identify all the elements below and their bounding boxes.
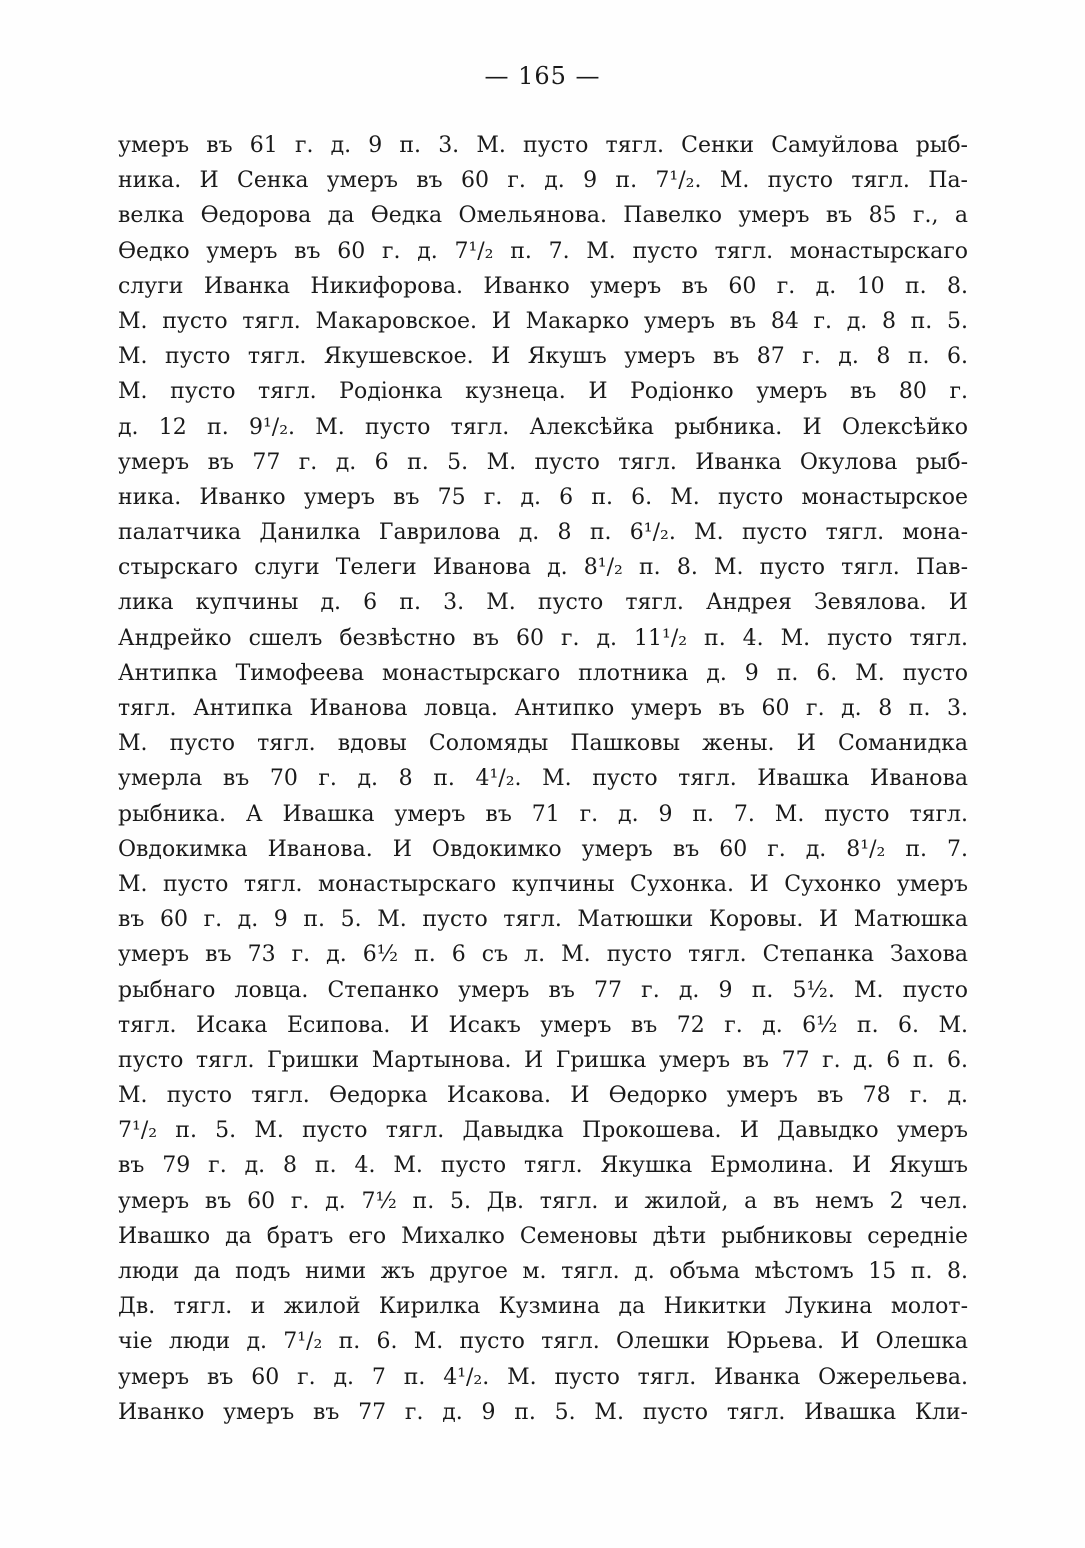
text-line: Овдокимка Иванова. И Овдокимко умеръ въ 60 г. д. 8¹/₂ п. 7.	[118, 836, 968, 862]
text-line: Дв. тягл. и жилой Кирилка Кузмина да Никитки Лукина молот-	[118, 1294, 968, 1320]
text-line: въ 79 г. д. 8 п. 4. М. пусто тягл. Якушка Ермолина. И Якушъ	[118, 1153, 968, 1179]
text-line: тягл. Исака Есипова. И Исакъ умеръ въ 72 г. д. 6½ п. 6. М.	[118, 1012, 968, 1038]
text-line: М. пусто тягл. монастырскаго купчины Сухонка. И Сухонко умеръ	[118, 871, 968, 897]
text-line: умеръ въ 77 г. д. 6 п. 5. М. пусто тягл. Иванка Окулова рыб-	[118, 449, 968, 475]
text-line: Иванко умеръ въ 77 г. д. 9 п. 5. М. пусто тягл. Ивашка Кли-	[118, 1399, 968, 1425]
text-line: велка Өедорова да Өедка Омельянова. Павелко умеръ въ 85 г., а	[118, 203, 968, 229]
text-line: М. пусто тягл. Якушевское. И Якушъ умеръ въ 87 г. д. 8 п. 6.	[118, 344, 968, 370]
text-line: рыбника. А Ивашка умеръ въ 71 г. д. 9 п. 7. М. пусто тягл.	[118, 801, 968, 827]
text-line: М. пусто тягл. вдовы Соломяды Пашковы жены. И Соманидка	[118, 731, 968, 757]
text-line: стырскаго слуги Телеги Иванова д. 8¹/₂ п. 8. М. пусто тягл. Пав-	[118, 555, 968, 581]
text-line: М. пусто тягл. Макаровское. И Макарко умеръ въ 84 г. д. 8 п. 5.	[118, 308, 968, 334]
text-line: Өедко умеръ въ 60 г. д. 7¹/₂ п. 7. М. пусто тягл. монастырскаго	[118, 238, 968, 264]
text-line: М. пусто тягл. Родіонка кузнеца. И Родіонко умеръ въ 80 г.	[118, 379, 968, 405]
text-line: умеръ въ 60 г. д. 7 п. 4¹/₂. М. пусто тягл. Иванка Ожерельева.	[118, 1364, 968, 1390]
text-line: люди да подъ ними жъ другое м. тягл. д. объма мѣстомъ 15 п. 8.	[118, 1259, 968, 1284]
text-line: тягл. Антипка Иванова ловца. Антипко умеръ въ 60 г. д. 8 п. 3.	[118, 696, 968, 721]
text-line: слуги Иванка Никифорова. Иванко умеръ въ 60 г. д. 10 п. 8.	[118, 273, 968, 299]
text-line: рыбнаго ловца. Степанко умеръ въ 77 г. д. 9 п. 5½. М. пусто	[118, 977, 968, 1003]
body-text	[118, 128, 968, 1430]
text-line: Антипка Тимофеева монастырскаго плотника д. 9 п. 6. М. пусто	[118, 660, 968, 686]
text-line: лика купчины д. 6 п. 3. М. пусто тягл. Андрея Зевялова. И	[118, 590, 968, 616]
text-line: М. пусто тягл. Өедорка Исакова. И Өедорко умеръ въ 78 г. д.	[118, 1083, 968, 1109]
text-line: умеръ въ 61 г. д. 9 п. 3. М. пусто тягл. Сенки Самуйлова рыб-	[118, 133, 968, 158]
text-line: пусто тягл. Гришки Мартынова. И Гришка умеръ въ 77 г. д. 6 п. 6.	[118, 1047, 968, 1073]
text-line: чіе люди д. 7¹/₂ п. 6. М. пусто тягл. Олешки Юрьева. И Олешка	[118, 1329, 968, 1355]
text-line: въ 60 г. д. 9 п. 5. М. пусто тягл. Матюшки Коровы. И Матюшка	[118, 907, 968, 933]
text-line: Андрейко сшелъ безвѣстно въ 60 г. д. 11¹/₂ п. 4. М. пусто тягл.	[118, 625, 968, 651]
text-line: Ивашко да братъ его Михалко Семеновы дѣти рыбниковы середніе	[118, 1223, 968, 1249]
page-number: — 165 —	[484, 62, 601, 90]
text-line: 7¹/₂ п. 5. М. пусто тягл. Давыдка Прокошева. И Давыдко умеръ	[118, 1118, 968, 1144]
text-line: умерла въ 70 г. д. 8 п. 4¹/₂. М. пусто тягл. Ивашка Иванова	[118, 766, 968, 792]
text-line: умеръ въ 60 г. д. 7½ п. 5. Дв. тягл. и жилой, а въ немъ 2 чел.	[118, 1188, 968, 1214]
text-line: д. 12 п. 9¹/₂. М. пусто тягл. Алексѣйка рыбника. И Олексѣйко	[118, 414, 968, 440]
text-line: ника. Иванко умеръ въ 75 г. д. 6 п. 6. М. пусто монастырское	[118, 484, 968, 510]
text-line: ника. И Сенка умеръ въ 60 г. д. 9 п. 7¹/₂. М. пусто тягл. Па-	[118, 168, 968, 194]
text-line: умеръ въ 73 г. д. 6½ п. 6 съ л. М. пусто тягл. Степанка Захова	[118, 942, 968, 968]
text-line: палатчика Данилка Гаврилова д. 8 п. 6¹/₂. М. пусто тягл. мона-	[118, 520, 968, 546]
